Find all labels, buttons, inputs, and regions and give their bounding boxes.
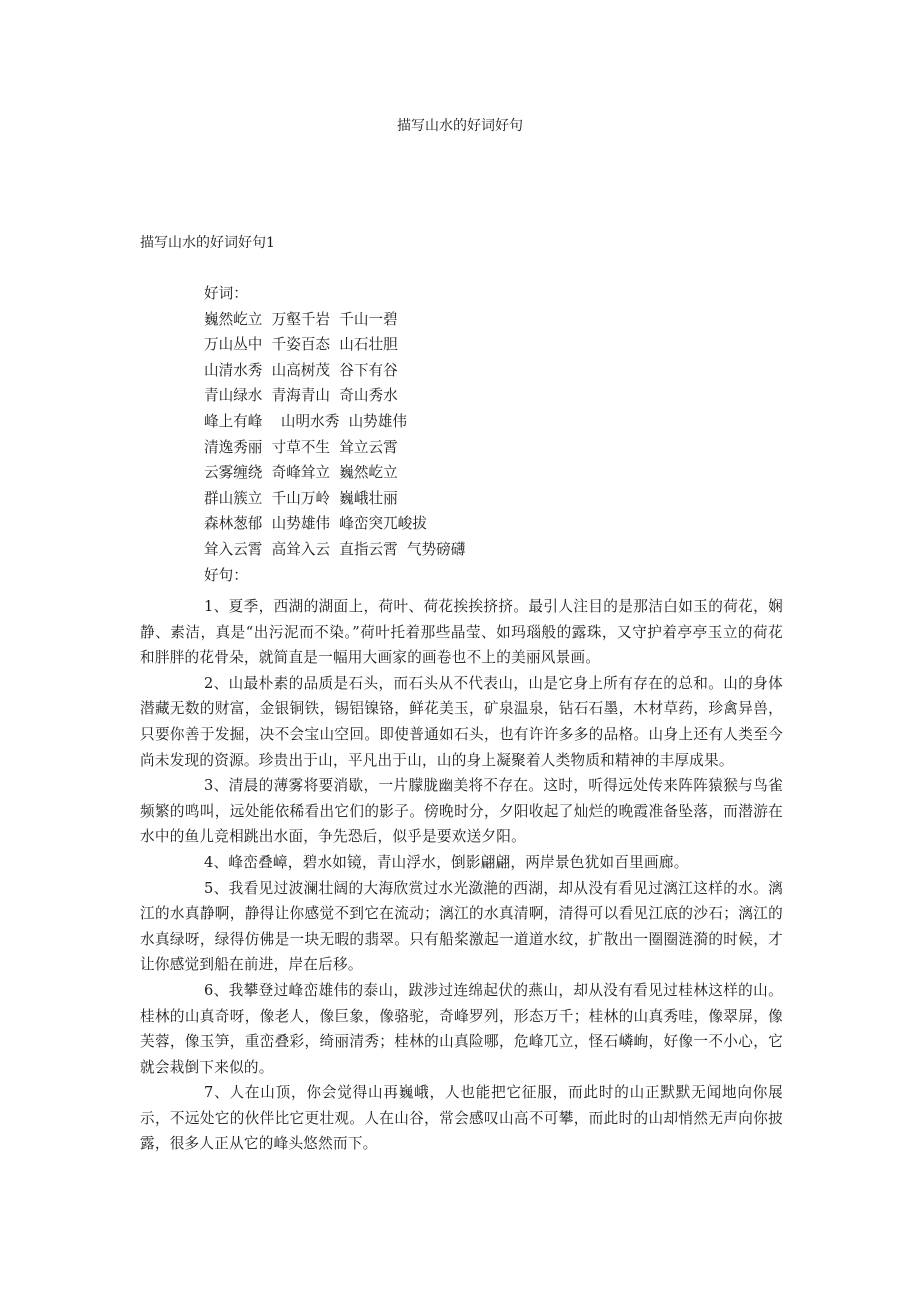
- sentences-body: [140, 594, 783, 1157]
- sentence-paragraph: 6、我攀登过峰峦雄伟的泰山，跋涉过连绵起伏的燕山，却从没有看见过桂林这样的山。桂林的山真奇呀，像老人，像巨象，像骆驼，奇峰罗列，形态万千；桂林的山真秀哇，像翠屏，像芙蓉，像玉笋，重峦叠彩，绮丽清秀；桂林的山真险哪，危峰兀立，怪石嶙峋，好像一不小心，它就会栽倒下来似的。: [140, 981, 783, 1076]
- page-title: 描写山水的好词好句: [397, 118, 523, 134]
- sentence-paragraph: 2、山最朴素的品质是石头，而石头从不代表山，山是它身上所有存在的总和。山的身体潜藏无数的财富，金银铜铁，锡铝镍铬，鲜花美玉，矿泉温泉，钻石石墨，木材草药，珍禽异兽，只要你善于发掘，决不会宝山空回。即使普通如石头，也有许许多多的品格。山身上还有人类至今尚未发现的资源。珍贵出于山，平凡出于山，山的身上凝聚着人类物质和精神的丰厚成果。: [140, 674, 783, 769]
- vocab-row: 山清水秀 山高树茂 谷下有谷: [204, 361, 398, 379]
- vocab-row: 耸入云霄 高耸入云 直指云霄 气势磅礴: [204, 540, 466, 558]
- vocab-row: 群山簇立 千山万岭 巍峨壮丽: [204, 489, 398, 507]
- vocab-row: 云雾缠绕 奇峰耸立 巍然屹立: [204, 464, 398, 482]
- vocab-row: 万山丛中 千姿百态 山石壮胆: [204, 336, 398, 354]
- section-heading: 描写山水的好词好句1: [140, 235, 275, 251]
- vocab-list: [204, 281, 465, 588]
- sentence-paragraph: 7、人在山顶，你会觉得山再巍峨，人也能把它征服，而此时的山正默默无闻地向你展示，不远处它的伙伴比它更壮观。人在山谷，常会感叹山高不可攀，而此时的山却悄然无声向你披露，很多人正从它的峰头悠然而下。: [140, 1084, 783, 1153]
- vocab-row: 巍然屹立 万壑千岩 千山一碧: [204, 310, 398, 328]
- sentence-paragraph: 4、峰峦叠嶂，碧水如镜，青山浮水，倒影翩翩，两岸景色犹如百里画廊。: [204, 853, 689, 871]
- vocab-row: 青山绿水 青海青山 奇山秀水: [204, 387, 398, 405]
- vocab-row: 森林葱郁 山势雄伟 峰峦突兀峻拔: [204, 515, 427, 533]
- vocab-row: 峰上有峰 山明水秀 山势雄伟: [204, 412, 407, 430]
- vocab-row: 清逸秀丽 寸草不生 耸立云霄: [204, 438, 398, 456]
- sentences-label: 好句：: [204, 566, 248, 584]
- vocab-label: 好词：: [204, 285, 248, 302]
- sentence-paragraph: 3、清晨的薄雾将要消歇，一片朦胧幽美将不存在。这时，听得远处传来阵阵猿猴与鸟雀频繁的鸣叫，远处能依稀看出它们的影子。傍晚时分，夕阳收起了灿烂的晚霞准备坠落，而潜游在水中的鱼儿竞相跳出水面，争先恐后，似乎是要欢送夕阳。: [140, 777, 783, 846]
- sentence-paragraph: 5、我看见过波澜壮阔的大海欣赏过水光潋滟的西湖，却从没有看见过漓江这样的水。漓江的水真静啊，静得让你感觉不到它在流动；漓江的水真清啊，清得可以看见江底的沙石；漓江的水真绿呀，绿得仿佛是一块无暇的翡翠。只有船桨激起一道道水纹，扩散出一圈圈涟漪的时候，才让你感觉到船在前进，岸在后移。: [140, 879, 783, 974]
- sentence-paragraph: 1、夏季，西湖的湖面上，荷叶、荷花挨挨挤挤。最引人注目的是那洁白如玉的荷花，娴静、素洁，真是“出污泥而不染。”荷叶托着那些晶莹、如玛瑙般的露珠，又守护着亭亭玉立的荷花和胖胖的花骨朵，就简直是一幅用大画家的画卷也不上的美丽风景画。: [140, 598, 783, 667]
